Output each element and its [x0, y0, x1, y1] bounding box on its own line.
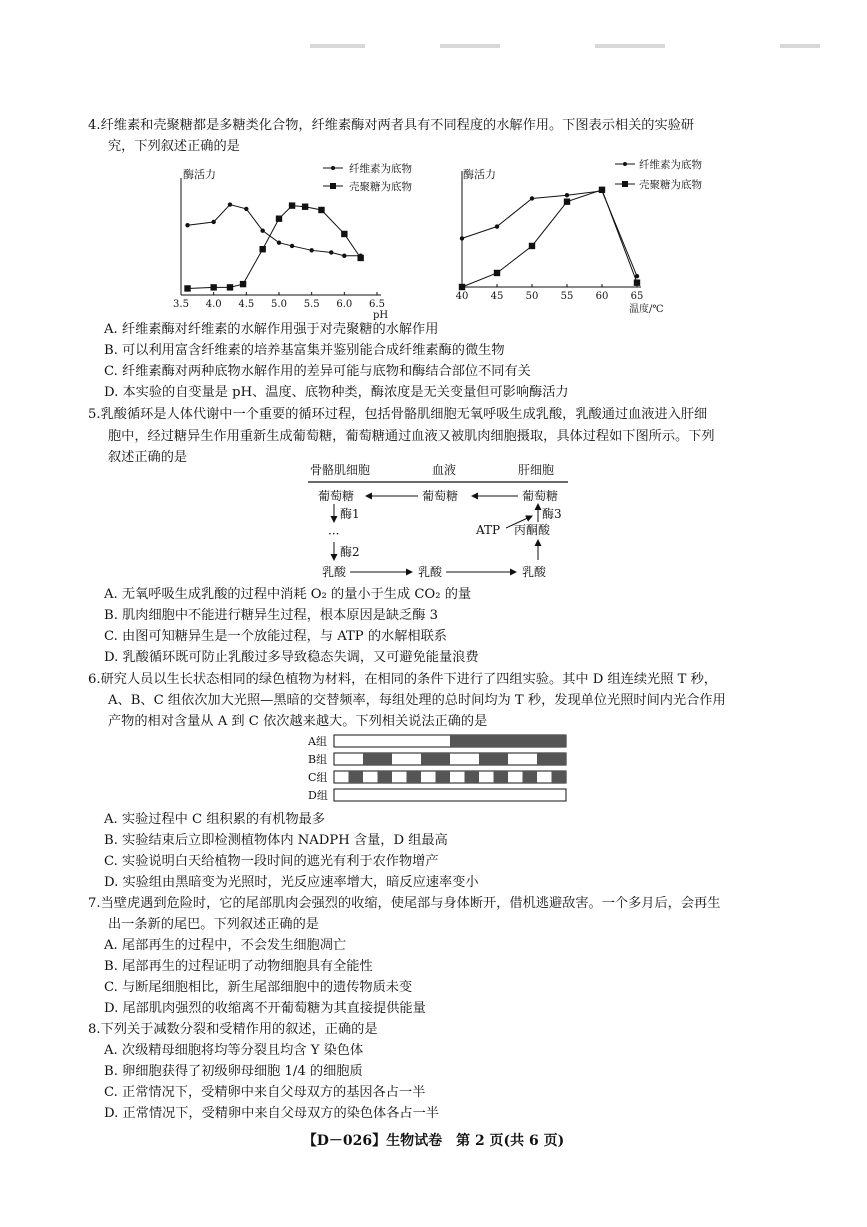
q4-stem-line2: 究，下列叙述正确的是	[108, 139, 240, 154]
dark-segment	[537, 753, 566, 765]
ph-point-cellulose	[185, 223, 189, 227]
temp-chart-ylabel: 酶活力	[463, 168, 496, 181]
enzyme3-label: 酶3	[542, 507, 562, 521]
ph-tick-label: 4.0	[205, 299, 222, 310]
temp-chart-xlabel: 温度/℃	[629, 304, 664, 315]
ph-point-chitosan	[276, 216, 282, 222]
dark-segment	[363, 753, 392, 765]
temp-tick-label: 65	[630, 291, 644, 302]
ph-point-cellulose	[228, 202, 232, 206]
q5-stem-line2: 胞中，经过糖异生作用重新生成葡萄糖，葡萄糖通过血液又被肌肉细胞摄取，具体过程如下图所示。下列	[108, 429, 715, 444]
dark-segment	[450, 735, 566, 747]
light-bar	[334, 789, 566, 801]
q5-option-a: A. 无氧呼吸生成乳酸的过程中消耗 O₂ 的量小于生成 CO₂ 的量	[104, 587, 472, 602]
q8-option-c: C. 正常情况下，受精卵中来自父母双方的基因各占一半	[104, 1085, 426, 1100]
q5-option-c: C. 由图可知糖异生是一个放能过程，与 ATP 的水解相联系	[104, 629, 447, 644]
glucose-muscle: 葡萄糖	[318, 489, 355, 503]
ph-tick-label: 3.5	[173, 299, 189, 310]
ph-point-chitosan	[227, 284, 233, 290]
scan-mark	[780, 44, 820, 48]
enzyme2-label: 酶2	[340, 545, 360, 559]
scan-mark	[440, 44, 500, 48]
q6-stem-line3: 产物的相对含量从 A 到 C 依次越来越大。下列相关说法正确的是	[108, 714, 488, 729]
dark-segment	[552, 771, 567, 783]
lactate-muscle: 乳酸	[322, 565, 347, 579]
dark-segment	[523, 771, 538, 783]
atp-label: ATP	[476, 523, 501, 537]
temp-tick-label: 40	[455, 291, 469, 302]
lactate-liver: 乳酸	[522, 565, 547, 579]
temp-chart-legend	[615, 158, 702, 191]
temperature-activity-chart	[445, 155, 725, 325]
q6-option-d: D. 实验组由黑暗变为光照时，光反应速率增大，暗反应速率变小	[104, 875, 479, 890]
ph-chart-xlabel: pH	[373, 310, 389, 321]
ph-chart-marks	[184, 202, 364, 291]
temp-point-chitosan	[564, 198, 570, 204]
ph-point-cellulose	[277, 240, 281, 244]
dark-segment	[421, 753, 450, 765]
legend-cellulose: 纤维素为底物	[349, 163, 412, 175]
ph-point-cellulose	[244, 207, 248, 211]
ph-tick-label: 5.0	[271, 299, 287, 310]
pyruvate-label: 丙酮酸	[514, 523, 551, 537]
q4-option-a: A. 纤维素酶对纤维素的水解作用强于对壳聚糖的水解作用	[104, 322, 439, 337]
temp-point-chitosan	[634, 279, 640, 285]
enzyme1-label: 酶1	[340, 507, 360, 521]
temp-point-chitosan	[494, 270, 500, 276]
q6-stem-line2: A、B、C 组依次加大光照—黑暗的交替频率，每组处理的总时间均为 T 秒，发现单位光照时间内光合作用	[108, 693, 726, 708]
q5-stem-line1: 5.乳酸循环是人体代谢中一个重要的循环过程，包括骨骼肌细胞无氧呼吸生成乳酸，乳酸通过血液进入肝细	[88, 407, 708, 422]
ph-point-cellulose	[329, 250, 333, 254]
q8-option-a: A. 次级精母细胞将均等分裂且均含 Y 染色体	[104, 1043, 364, 1058]
glucose-liver: 葡萄糖	[522, 489, 559, 503]
ph-point-chitosan	[184, 285, 190, 291]
ph-point-chitosan	[341, 231, 347, 237]
temp-point-chitosan	[459, 284, 465, 290]
q7-option-c: C. 与断尾细胞相比，新生尾部细胞中的遗传物质未变	[104, 980, 413, 995]
temp-point-cellulose	[565, 193, 569, 197]
q7-option-a: A. 尾部再生的过程中，不会发生细胞凋亡	[104, 938, 347, 953]
group-label: B组	[308, 753, 328, 766]
ph-tick-label: 5.5	[303, 299, 320, 310]
q8-stem-line1: 8.下列关于减数分裂和受精作用的叙述，正确的是	[88, 1022, 378, 1037]
ph-chart-ylabel: 酶活力	[183, 168, 216, 181]
q8-option-b: B. 卵细胞获得了初级卵母细胞 1/4 的细胞质	[104, 1064, 363, 1079]
temp-point-chitosan	[599, 187, 605, 193]
q6-stem-line1: 6.研究人员以生长状态相同的绿色植物为材料，在相同的条件下进行了四组实验。其中 D 组连续光照 T 秒，	[88, 672, 717, 687]
q6-option-a: A. 实验过程中 C 组积累的有机物最多	[104, 812, 326, 827]
dark-segment	[479, 753, 508, 765]
q7-stem-line2: 出一条新的尾巴。下列叙述正确的是	[108, 917, 319, 932]
temp-point-chitosan	[529, 243, 535, 249]
q7-option-b: B. 尾部再生的过程证明了动物细胞具有全能性	[104, 959, 373, 974]
group-label: A组	[308, 735, 327, 748]
lactate-blood: 乳酸	[418, 565, 443, 579]
temp-series-line	[462, 191, 637, 276]
glucose-blood: 葡萄糖	[422, 489, 459, 503]
header-blood: 血液	[432, 463, 457, 477]
temp-tick-label: 55	[560, 291, 574, 302]
legend-chitosan: 壳聚糖为底物	[639, 179, 702, 191]
ph-activity-chart	[165, 158, 450, 323]
header-liver-cell: 肝细胞	[518, 463, 555, 477]
ph-tick-label: 6.5	[369, 299, 385, 310]
q4-option-d: D. 本实验的自变量是 pH、温度、底物种类，酶浓度是无关变量但可影响酶活力	[104, 385, 569, 400]
ph-point-chitosan	[210, 284, 216, 290]
ph-point-cellulose	[211, 220, 215, 224]
ph-point-cellulose	[290, 244, 294, 248]
dark-segment	[436, 771, 451, 783]
header-muscle-cell: 骨骼肌细胞	[310, 463, 371, 477]
ph-point-chitosan	[357, 255, 363, 261]
ph-series-line	[188, 206, 361, 289]
group-label: C组	[308, 771, 328, 784]
ph-tick-label: 4.5	[238, 299, 255, 310]
ph-point-chitosan	[318, 207, 324, 213]
ph-point-chitosan	[289, 202, 295, 208]
ph-point-chitosan	[259, 246, 265, 252]
temp-tick-label: 50	[525, 291, 539, 302]
temp-chart-marks	[459, 187, 640, 291]
ph-point-chitosan	[302, 204, 308, 210]
q4-option-b: B. 可以利用富含纤维素的培养基富集并鉴别能合成纤维素酶的微生物	[104, 343, 505, 358]
ph-point-chitosan	[240, 281, 246, 287]
dark-segment	[465, 771, 480, 783]
temp-point-cellulose	[460, 236, 464, 240]
dark-segment	[407, 771, 422, 783]
temp-tick-label: 60	[595, 291, 609, 302]
temp-series-line	[462, 190, 637, 287]
legend-cellulose: 纤维素为底物	[639, 159, 702, 171]
dark-segment	[349, 771, 364, 783]
q5-option-d: D. 乳酸循环既可防止乳酸过多导致稳态失调，又可避免能量浪费	[104, 650, 479, 665]
ph-tick-label: 6.0	[336, 299, 353, 310]
page-footer: 【D－026】生物试卷 第 2 页(共 6 页)	[302, 1133, 565, 1149]
q7-stem-line1: 7.当壁虎遇到危险时，它的尾部肌肉会强烈的收缩，使尾部与身体断开，借机逃避敌害。一个多月后，会再生	[88, 896, 721, 911]
q6-option-c: C. 实验说明白天给植物一段时间的遮光有利于农作物增产	[104, 854, 439, 869]
temp-point-cellulose	[495, 224, 499, 228]
temp-point-cellulose	[530, 196, 534, 200]
q6-option-b: B. 实验结束后立即检测植物体内 NADPH 含量，D 组最高	[104, 833, 448, 848]
temp-chart-axes	[456, 171, 644, 302]
q4-stem-line1: 4.纤维素和壳聚糖都是多糖类化合物，纤维素酶对两者具有不同程度的水解作用。下图表示相关的实验研	[88, 118, 695, 133]
q5-option-b: B. 肌肉细胞中不能进行糖异生过程，根本原因是缺乏酶 3	[104, 608, 438, 623]
scan-mark	[310, 44, 365, 48]
q8-option-d: D. 正常情况下，受精卵中来自父母双方的染色体各占一半	[104, 1106, 439, 1121]
q7-option-d: D. 尾部肌肉强烈的收缩离不开葡萄糖为其直接提供能量	[104, 1001, 426, 1016]
q4-option-c: C. 纤维素酶对两种底物水解作用的差异可能与底物和酶结合部位不同有关	[104, 364, 531, 379]
dark-segment	[378, 771, 393, 783]
ellipsis: ···	[328, 527, 340, 541]
temp-tick-label: 45	[490, 291, 504, 302]
legend-chitosan: 壳聚糖为底物	[349, 181, 412, 193]
scan-mark	[595, 44, 665, 48]
ph-point-cellulose	[309, 248, 313, 252]
q5-stem-line3: 叙述正确的是	[108, 450, 188, 465]
dark-segment	[494, 771, 509, 783]
group-label: D组	[308, 789, 328, 802]
ph-point-cellulose	[260, 228, 264, 232]
ph-series-line	[188, 205, 361, 256]
ph-point-cellulose	[342, 254, 346, 258]
light-dark-schedule-diagram	[308, 731, 573, 803]
lactate-cycle-diagram	[300, 462, 580, 582]
ph-chart-legend	[323, 162, 412, 193]
